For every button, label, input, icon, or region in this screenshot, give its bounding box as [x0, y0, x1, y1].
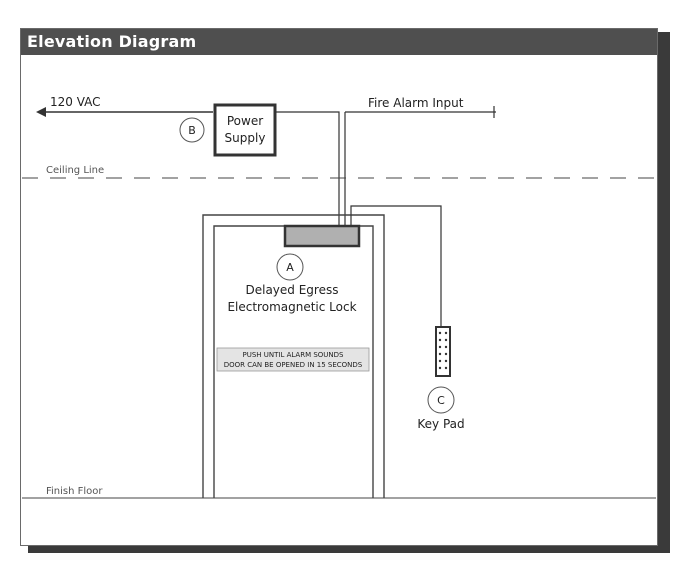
diagram-title: Elevation Diagram: [27, 32, 197, 51]
keypad-device: [436, 327, 450, 376]
ceiling-label: Ceiling Line: [46, 165, 105, 176]
door-sign-line1: PUSH UNTIL ALARM SOUNDS: [242, 351, 344, 359]
power-supply-label-line1: Power: [226, 114, 264, 128]
power-label: 120 VAC: [50, 95, 101, 109]
electromagnetic-lock: [285, 226, 359, 246]
marker-a-label: A: [286, 261, 294, 274]
keypad-label: Key Pad: [417, 417, 465, 431]
power-to-lock-wire: [275, 112, 339, 226]
power-supply-label-line2: Supply: [224, 131, 266, 145]
marker-c-label: C: [437, 394, 445, 407]
lock-label-line2: Electromagnetic Lock: [227, 300, 357, 314]
lock-label-line1: Delayed Egress: [245, 283, 339, 297]
floor-label: Finish Floor: [46, 486, 103, 497]
power-supply-box: [215, 105, 275, 155]
marker-b-label: B: [188, 124, 196, 137]
power-arrow-icon: [36, 107, 46, 117]
fire-alarm-label: Fire Alarm Input: [368, 96, 464, 110]
lock-to-keypad-wire: [351, 206, 441, 327]
door-sign-line2: DOOR CAN BE OPENED IN 15 SECONDS: [223, 361, 363, 369]
